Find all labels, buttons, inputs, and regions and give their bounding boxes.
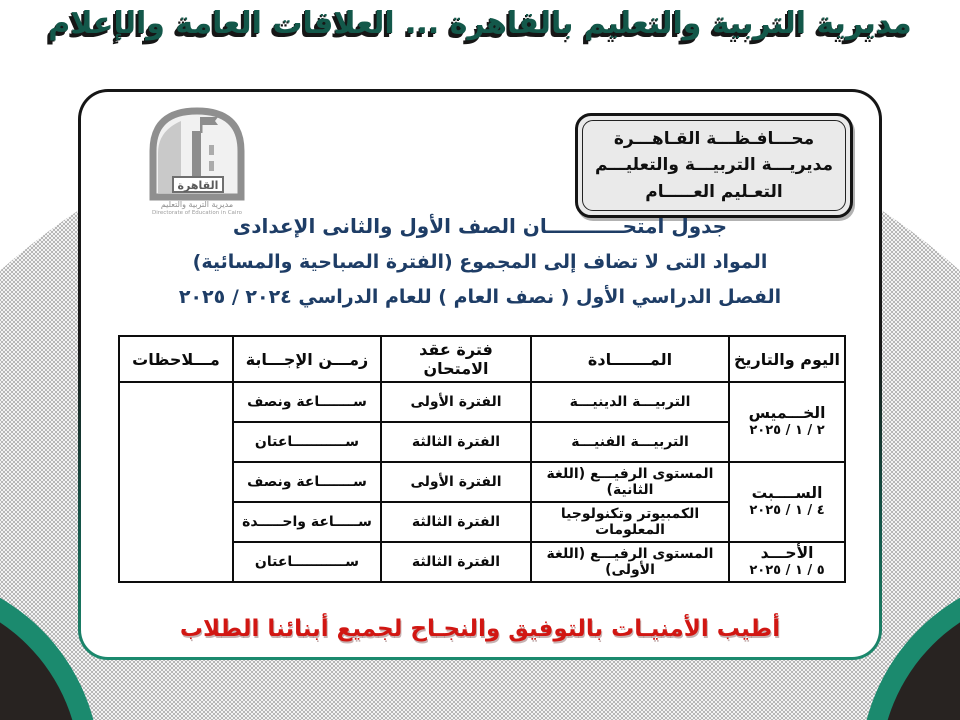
col-header-duration: زمـــن الإجـــابة — [233, 336, 381, 382]
exam-schedule-table — [118, 335, 846, 583]
gov-line-directorate: مديريـــة التربيـــة والتعليـــم — [594, 155, 833, 176]
logo-caption-arabic: مديرية التربية والتعليم — [160, 200, 234, 209]
cell-notes — [119, 382, 233, 582]
governorate-box-inner — [582, 120, 846, 211]
table-row — [119, 382, 845, 422]
cell-day-date — [729, 542, 845, 582]
logo-city-name: القاهرة — [177, 179, 219, 192]
gov-line-general-education: التعـليم العـــــام — [645, 181, 783, 202]
col-header-day-date: اليوم والتاريخ — [729, 336, 845, 382]
cell-duration: ســـــاعة واحـــــدة — [233, 502, 381, 542]
cell-duration: ســـــــــــاعتان — [233, 542, 381, 582]
col-header-notes: مـــلاحظات — [119, 336, 233, 382]
cell-day-date — [729, 462, 845, 542]
cell-exam-period: الفترة الأولى — [381, 462, 531, 502]
cell-duration: ســـــــاعة ونصف — [233, 462, 381, 502]
cell-subject: المستوى الرفيـــع (اللغة الأولى) — [531, 542, 729, 582]
cell-subject: التربيـــة الدينيـــة — [531, 382, 729, 422]
schedule-title-line3: الفصل الدراسي الأول ( نصف العام ) للعام الدراسي ٢٠٢٤ / ٢٠٢٥ — [178, 286, 782, 308]
governorate-box — [575, 113, 853, 218]
cell-exam-period: الفترة الأولى — [381, 382, 531, 422]
logo-caption-english: Directorate of Education in Cairo — [152, 209, 242, 216]
schedule-card — [78, 89, 882, 660]
day-name: الســــبت — [751, 483, 823, 502]
schedule-title-line2: المواد التى لا تضاف إلى المجموع (الفترة الصباحية والمسائية) — [192, 251, 768, 273]
cell-duration: ســـــــاعة ونصف — [233, 382, 381, 422]
table-header-row — [119, 336, 845, 382]
cell-exam-period: الفترة الثالثة — [381, 422, 531, 462]
day-date: ٥ / ١ / ٢٠٢٥ — [749, 563, 825, 579]
schedule-title-line1: جدول امتحـــــــــــان الصف الأول والثانى الإعدادى — [232, 214, 728, 238]
schedule-card-inner — [81, 92, 879, 657]
col-header-subject: المـــــــادة — [531, 336, 729, 382]
cell-exam-period: الفترة الثالثة — [381, 502, 531, 542]
cell-day-date — [729, 382, 845, 462]
day-date: ٤ / ١ / ٢٠٢٥ — [749, 503, 825, 519]
success-wishes-text: أطيب الأمنيـات بالتوفيق والنجـاح لجميع أبنائنا الطلاب — [179, 616, 781, 642]
page-banner-title: مديرية التربية والتعليم بالقاهرة ... العلاقات العامة والإعلام — [48, 6, 912, 41]
schedule-title-block — [81, 214, 879, 308]
cell-subject: الكمبيوتر وتكنولوجيا المعلومات — [531, 502, 729, 542]
cairo-education-logo — [139, 105, 255, 216]
day-name: الخـــميس — [748, 403, 826, 422]
col-header-exam-period: فترة عقد الامتحان — [381, 336, 531, 382]
cell-exam-period: الفترة الثالثة — [381, 542, 531, 582]
cell-duration: ســـــــــــاعتان — [233, 422, 381, 462]
day-name: الأحـــد — [760, 543, 814, 562]
cell-subject: التربيـــة الفنيـــة — [531, 422, 729, 462]
cairo-arch-logo-icon — [145, 105, 249, 201]
day-date: ٢ / ١ / ٢٠٢٥ — [749, 423, 825, 439]
cell-subject: المستوى الرفيـــع (اللغة الثانية) — [531, 462, 729, 502]
gov-line-governorate: محـــافـظـــة القـاهـــرة — [613, 129, 815, 149]
